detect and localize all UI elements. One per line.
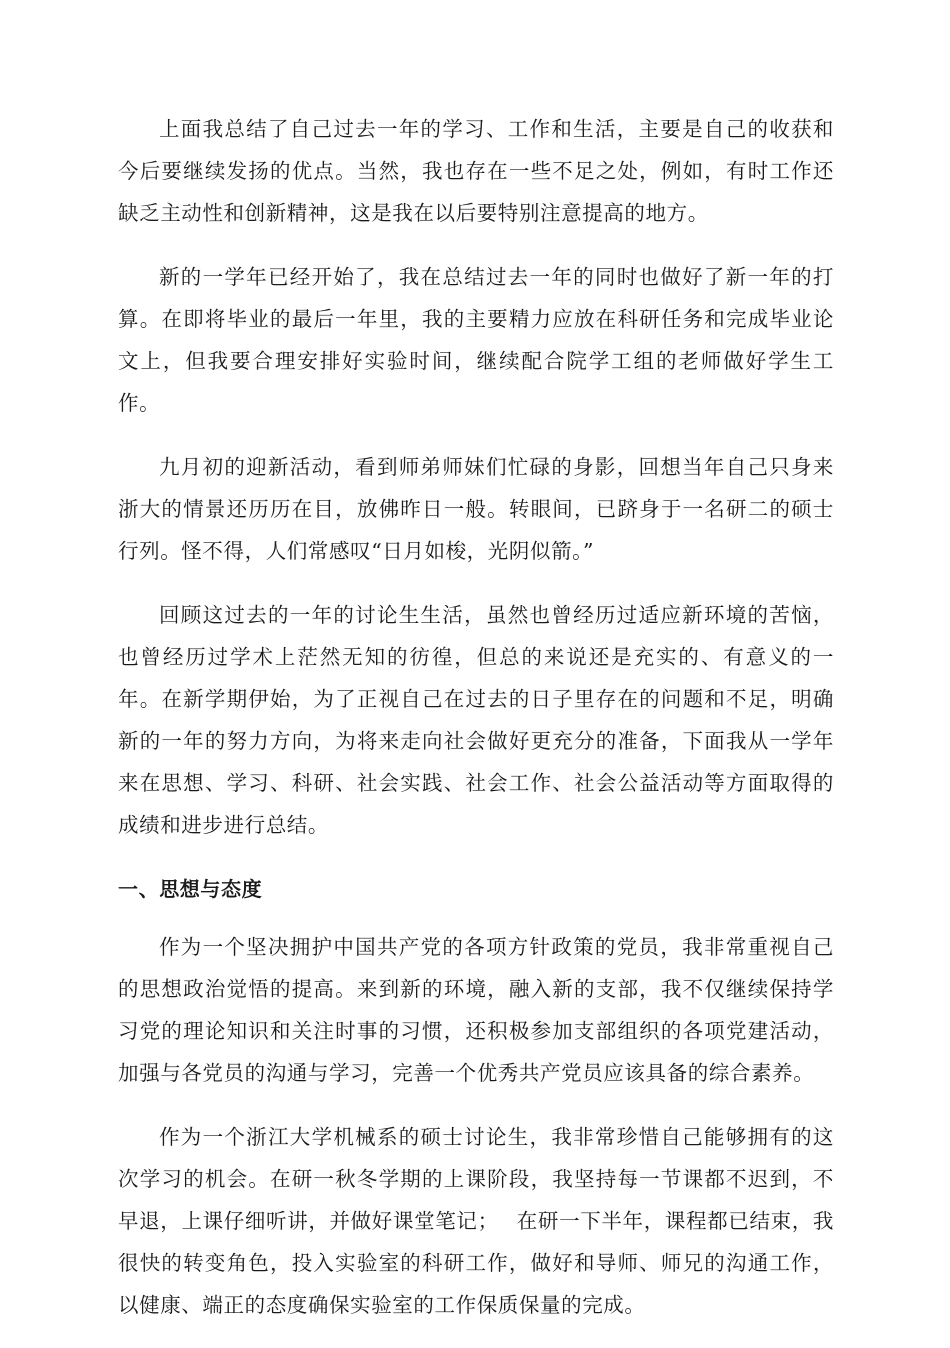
section-heading: 一、思想与态度: [118, 877, 263, 901]
paragraph-summary: 上面我总结了自己过去一年的学习、工作和生活，主要是自己的收获和今后要继续发扬的优点。当然，我也存在一些不足之处，例如，有时工作还缺乏主动性和创新精神，这是我在以后要特别注意提高的地方。: [118, 117, 834, 225]
paragraph-september: 九月初的迎新活动，看到师弟师妹们忙碌的身影，回想当年自己只身来浙大的情景还历历在目，放佛昨日一般。转眼间，已跻身于一名研二的硕士行列。怪不得，人们常感叹“日月如梭，光阴似箭。”: [118, 455, 834, 563]
paragraph-new-year-plan: 新的一学年已经开始了，我在总结过去一年的同时也做好了新一年的打算。在即将毕业的最后一年里，我的主要精力应放在科研任务和完成毕业论文上，但我要合理安排好实验时间，继续配合院学工组的老师做好学生工作。: [118, 265, 834, 415]
paragraph-party-member: 作为一个坚决拥护中国共产党的各项方针政策的党员，我非常重视自己的思想政治觉悟的提高。来到新的环境，融入新的支部，我不仅继续保持学习党的理论知识和关注时事的习惯，还积极参加支部组织的各项党建活动，加强与各党员的沟通与学习，完善一个优秀共产党员应该具备的综合素养。: [118, 935, 834, 1085]
paragraph-study: 作为一个浙江大学机械系的硕士讨论生，我非常珍惜自己能够拥有的这次学习的机会。在研一秋冬学期的上课阶段，我坚持每一节课都不迟到，不早退，上课仔细听讲，并做好课堂笔记； 在研一下半年，课程都已结束，我很快的转变角色，投入实验室的科研工作，做好和导师、师兄的沟通工作，以健康、端正的态度确保实验室的工作保质保量的完成。: [118, 1125, 834, 1317]
document-page: [118, 108, 834, 1348]
paragraph-review: 回顾这过去的一年的讨论生生活，虽然也曾经历过适应新环境的苦恼，也曾经历过学术上茫然无知的彷徨，但总的来说还是充实的、有意义的一年。在新学期伊始，为了正视自己在过去的日子里存在的问题和不足，明确新的一年的努力方向，为将来走向社会做好更充分的准备，下面我从一学年来在思想、学习、科研、社会实践、社会工作、社会公益活动等方面取得的成绩和进步进行总结。: [118, 603, 834, 837]
